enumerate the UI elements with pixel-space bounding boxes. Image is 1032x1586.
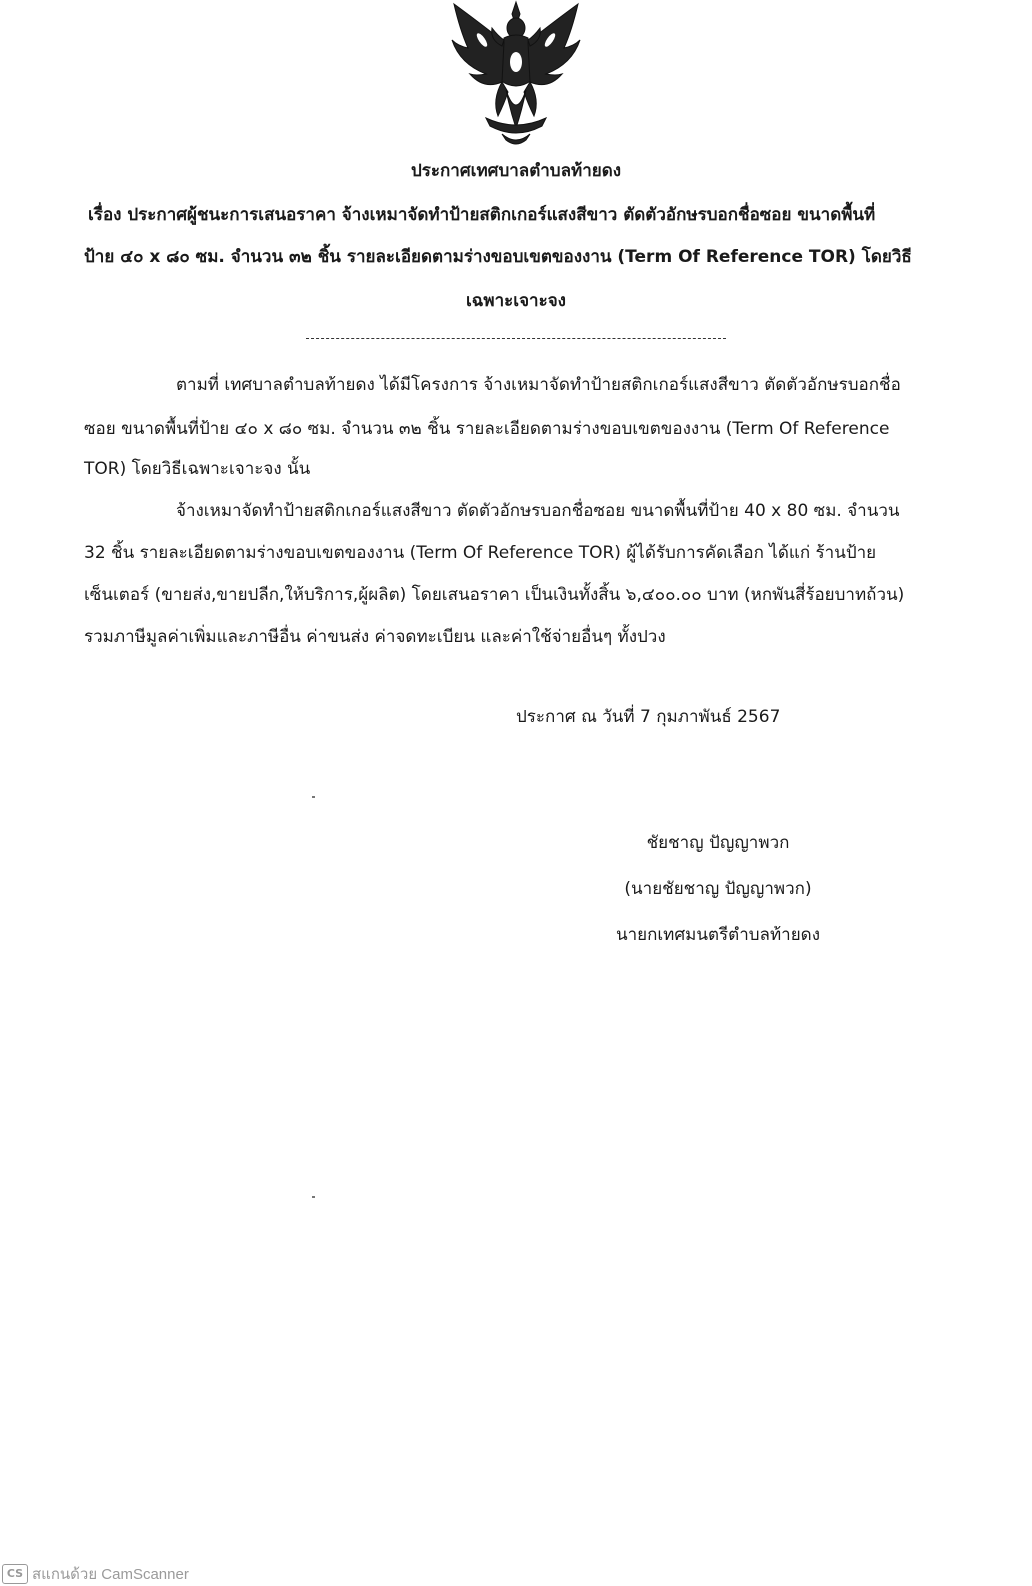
announcement-date: ประกาศ ณ วันที่ 7 กุมภาพันธ์ 2567: [516, 707, 781, 727]
subject-line-1: เรื่อง ประกาศผู้ชนะการเสนอราคา จ้างเหมาจัดทำป้ายสติกเกอร์แสงสีขาว ตัดตัวอักษรบอกชื่อซอย ขนาดพื้นที่: [88, 205, 876, 225]
printed-name: (นายชัยชาญ ปัญญาพวก): [624, 879, 812, 899]
subject-line-3: เฉพาะเจาะจง: [466, 291, 566, 311]
camscanner-watermark: [2, 1563, 189, 1585]
dashed-separator: [306, 338, 726, 339]
paragraph-1-line-3: TOR) โดยวิธีเฉพาะเจาะจง นั้น: [84, 459, 311, 479]
paragraph-1-line-1: ตามที่ เทศบาลตำบลท้ายดง ได้มีโครงการ จ้างเหมาจัดทำป้ายสติกเกอร์แสงสีขาว ตัดตัวอักษรบอกชื่อ: [176, 375, 901, 395]
scan-speck: [312, 1196, 315, 1198]
camscanner-logo-icon: CS: [2, 1564, 28, 1584]
subject-line-2: ป้าย ๔๐ x ๘๐ ซม. จำนวน ๓๒ ชิ้น รายละเอียดตามร่างขอบเขตของงาน (Term Of Reference TOR) โดยวิธี: [84, 247, 912, 267]
paragraph-2-line-3: เซ็นเตอร์ (ขายส่ง,ขายปลีก,ให้บริการ,ผู้ผลิต) โดยเสนอราคา เป็นเงินทั้งสิ้น ๖,๔๐๐.๐๐ บาท (หกพันสี่ร้อยบาทถ้วน): [84, 585, 905, 605]
signature-name: ชัยชาญ ปัญญาพวก: [646, 833, 790, 853]
paragraph-2-line-2: 32 ชิ้น รายละเอียดตามร่างขอบเขตของงาน (Term Of Reference TOR) ผู้ได้รับการคัดเลือก ได้แก่ ร้านป้าย: [84, 543, 877, 563]
paragraph-2-line-4: รวมภาษีมูลค่าเพิ่มและภาษีอื่น ค่าขนส่ง ค่าจดทะเบียน และค่าใช้จ่ายอื่นๆ ทั้งปวง: [84, 627, 666, 647]
signatory-position: นายกเทศมนตรีตำบลท้ายดง: [615, 925, 821, 945]
paragraph-2-line-1: จ้างเหมาจัดทำป้ายสติกเกอร์แสงสีขาว ตัดตัวอักษรบอกชื่อซอย ขนาดพื้นที่ป้าย 40 x 80 ซม. จำนวน: [176, 501, 900, 521]
paragraph-1-line-2: ซอย ขนาดพื้นที่ป้าย ๔๐ x ๘๐ ซม. จำนวน ๓๒ ชิ้น รายละเอียดตามร่างขอบเขตของงาน (Term Of Reference: [84, 419, 890, 439]
scan-speck: [312, 796, 315, 798]
watermark-text: สแกนด้วย CamScanner: [32, 1566, 189, 1583]
garuda-emblem: [446, 0, 586, 150]
announcement-title: ประกาศเทศบาลตำบลท้ายดง: [410, 161, 622, 181]
